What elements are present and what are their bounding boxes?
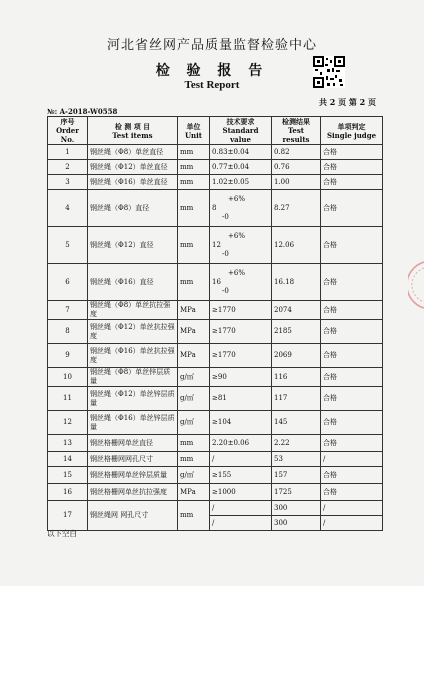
cell-no: 1	[48, 145, 88, 160]
table-row	[48, 411, 383, 435]
cell-item: 钢丝格栅网单丝锌层质量	[88, 467, 178, 484]
table-row	[48, 435, 383, 452]
cell-item: 钢丝绳（Φ8）直径	[88, 190, 178, 227]
table-row	[48, 145, 383, 160]
table-row	[48, 368, 383, 387]
cell-no: 12	[48, 411, 88, 435]
cell-no: 15	[48, 467, 88, 484]
table-row	[48, 452, 383, 467]
cell-unit: MPa	[178, 484, 210, 501]
cell-judge: 合格	[321, 411, 383, 435]
cell-item: 钢丝绳（Φ8）单丝锌层质量	[88, 368, 178, 387]
cell-result: 116	[272, 368, 321, 387]
cell-standard: 1.02±0.05	[210, 175, 272, 190]
cell-result: 2074	[272, 301, 321, 320]
table-header-row	[48, 117, 383, 145]
cell-judge: 合格	[321, 227, 383, 264]
cell-unit: g/㎡	[178, 467, 210, 484]
table-row	[48, 501, 383, 516]
cell-no: 10	[48, 368, 88, 387]
cell-judge: 合格	[321, 387, 383, 411]
cell-standard: +6% 12 -0	[210, 227, 272, 264]
cell-standard: 2.20±0.06	[210, 435, 272, 452]
cell-no: 4	[48, 190, 88, 227]
cell-result: 2185	[272, 320, 321, 344]
cell-no: 5	[48, 227, 88, 264]
test-results-table	[47, 116, 383, 531]
cell-no: 3	[48, 175, 88, 190]
cell-standard: ≥155	[210, 467, 272, 484]
cell-item: 钢丝绳（Φ16）单丝抗拉强度	[88, 344, 178, 368]
cell-no: 14	[48, 452, 88, 467]
cell-item: 钢丝绳（Φ12）单丝抗拉强度	[88, 320, 178, 344]
red-seal-stamp	[408, 260, 424, 310]
cell-unit: mm	[178, 190, 210, 227]
table-row	[48, 344, 383, 368]
cell-no: 9	[48, 344, 88, 368]
cell-unit: g/㎡	[178, 368, 210, 387]
cell-unit: mm	[178, 501, 210, 531]
cell-result: 157	[272, 467, 321, 484]
table-row	[48, 484, 383, 501]
cell-result: 8.27	[272, 190, 321, 227]
cell-no: 13	[48, 435, 88, 452]
cell-standard: +6% 16 -0	[210, 264, 272, 301]
cell-result: 145	[272, 411, 321, 435]
cell-no: 11	[48, 387, 88, 411]
cell-item: 钢丝绳（Φ16）直径	[88, 264, 178, 301]
cell-result: 2.22	[272, 435, 321, 452]
report-title-cn: 检 验 报 告	[155, 63, 269, 79]
cell-standard: ≥104	[210, 411, 272, 435]
cell-item: 钢丝绳（Φ8）单丝抗拉强度	[88, 301, 178, 320]
cell-item: 钢丝格栅网网孔尺寸	[88, 452, 178, 467]
column-header-results: 检测结果 Test results	[272, 117, 321, 145]
cell-unit: g/㎡	[178, 387, 210, 411]
cell-no: 7	[48, 301, 88, 320]
cell-item: 钢丝绳（Φ16）单丝直径	[88, 175, 178, 190]
cell-judge: 合格	[321, 301, 383, 320]
cell-standard: ≥81	[210, 387, 272, 411]
column-header-order: 序号 Order No.	[48, 117, 88, 145]
cell-judge: 合格	[321, 435, 383, 452]
cell-judge: 合格	[321, 484, 383, 501]
cell-standard: 0.77±0.04	[210, 160, 272, 175]
column-header-items: 检 测 项 目 Test items	[88, 117, 178, 145]
cell-item: 钢丝格栅网单丝抗拉强度	[88, 484, 178, 501]
cell-result: 53	[272, 452, 321, 467]
cell-unit: MPa	[178, 320, 210, 344]
cell-judge: 合格	[321, 320, 383, 344]
cell-judge: 合格	[321, 264, 383, 301]
cell-judge: 合格	[321, 344, 383, 368]
cell-item: 钢丝绳（Φ12）直径	[88, 227, 178, 264]
cell-judge: 合格	[321, 467, 383, 484]
org-name: 河北省丝网产品质量监督检验中心	[106, 38, 317, 53]
column-header-judge: 单项判定 Single judge	[321, 117, 383, 145]
cell-judge: 合格	[321, 160, 383, 175]
report-number: №: A-2018-W0558	[47, 107, 118, 116]
report-title-en: Test Report	[184, 79, 240, 91]
table-row	[48, 227, 383, 264]
column-header-standard: 技术要求 Standard value	[210, 117, 272, 145]
cell-unit: mm	[178, 452, 210, 467]
table-row	[48, 301, 383, 320]
cell-standard: 0.83±0.04	[210, 145, 272, 160]
cell-standard: ≥1000	[210, 484, 272, 501]
cell-item: 钢丝绳（Φ8）单丝直径	[88, 145, 178, 160]
table-row	[48, 320, 383, 344]
cell-unit: MPa	[178, 344, 210, 368]
cell-unit: MPa	[178, 301, 210, 320]
cell-unit: mm	[178, 264, 210, 301]
cell-standard: /	[210, 516, 272, 531]
cell-result: 1.00	[272, 175, 321, 190]
cell-result: 300	[272, 516, 321, 531]
column-header-unit: 单位 Unit	[178, 117, 210, 145]
table-row	[48, 467, 383, 484]
cell-standard: ≥1770	[210, 301, 272, 320]
cell-result: 16.18	[272, 264, 321, 301]
cell-judge: /	[321, 516, 383, 531]
cell-result: 0.82	[272, 145, 321, 160]
cell-unit: mm	[178, 145, 210, 160]
cell-unit: g/㎡	[178, 411, 210, 435]
table-row	[48, 387, 383, 411]
cell-result: 300	[272, 501, 321, 516]
table-row	[48, 175, 383, 190]
cell-item: 钢丝绳（Φ12）单丝锌层质量	[88, 387, 178, 411]
cell-standard: +6% 8 -0	[210, 190, 272, 227]
cell-unit: mm	[178, 227, 210, 264]
cell-standard: /	[210, 501, 272, 516]
cell-no: 8	[48, 320, 88, 344]
cell-unit: mm	[178, 435, 210, 452]
cell-unit: mm	[178, 175, 210, 190]
cell-no: 17	[48, 501, 88, 531]
table-row	[48, 160, 383, 175]
table-row	[48, 190, 383, 227]
table-row	[48, 264, 383, 301]
cell-no: 16	[48, 484, 88, 501]
cell-judge: 合格	[321, 368, 383, 387]
blank-below-note: 以下空白	[47, 529, 77, 538]
cell-result: 2069	[272, 344, 321, 368]
cell-item: 钢丝格栅网单丝直径	[88, 435, 178, 452]
cell-judge: 合格	[321, 190, 383, 227]
cell-judge: /	[321, 501, 383, 516]
cell-judge: 合格	[321, 175, 383, 190]
cell-no: 2	[48, 160, 88, 175]
cell-no: 6	[48, 264, 88, 301]
cell-result: 12.06	[272, 227, 321, 264]
cell-judge: /	[321, 452, 383, 467]
cell-standard: ≥90	[210, 368, 272, 387]
cell-judge: 合格	[321, 145, 383, 160]
cell-unit: mm	[178, 160, 210, 175]
cell-item: 钢丝绳（Φ16）单丝锌层质量	[88, 411, 178, 435]
cell-result: 0.76	[272, 160, 321, 175]
cell-standard: /	[210, 452, 272, 467]
cell-result: 1725	[272, 484, 321, 501]
cell-result: 117	[272, 387, 321, 411]
cell-standard: ≥1770	[210, 320, 272, 344]
cell-item: 钢丝绳网 网孔尺寸	[88, 501, 178, 531]
cell-item: 钢丝绳（Φ12）单丝直径	[88, 160, 178, 175]
page-count: 共 2 页 第 2 页	[318, 97, 376, 107]
cell-standard: ≥1770	[210, 344, 272, 368]
